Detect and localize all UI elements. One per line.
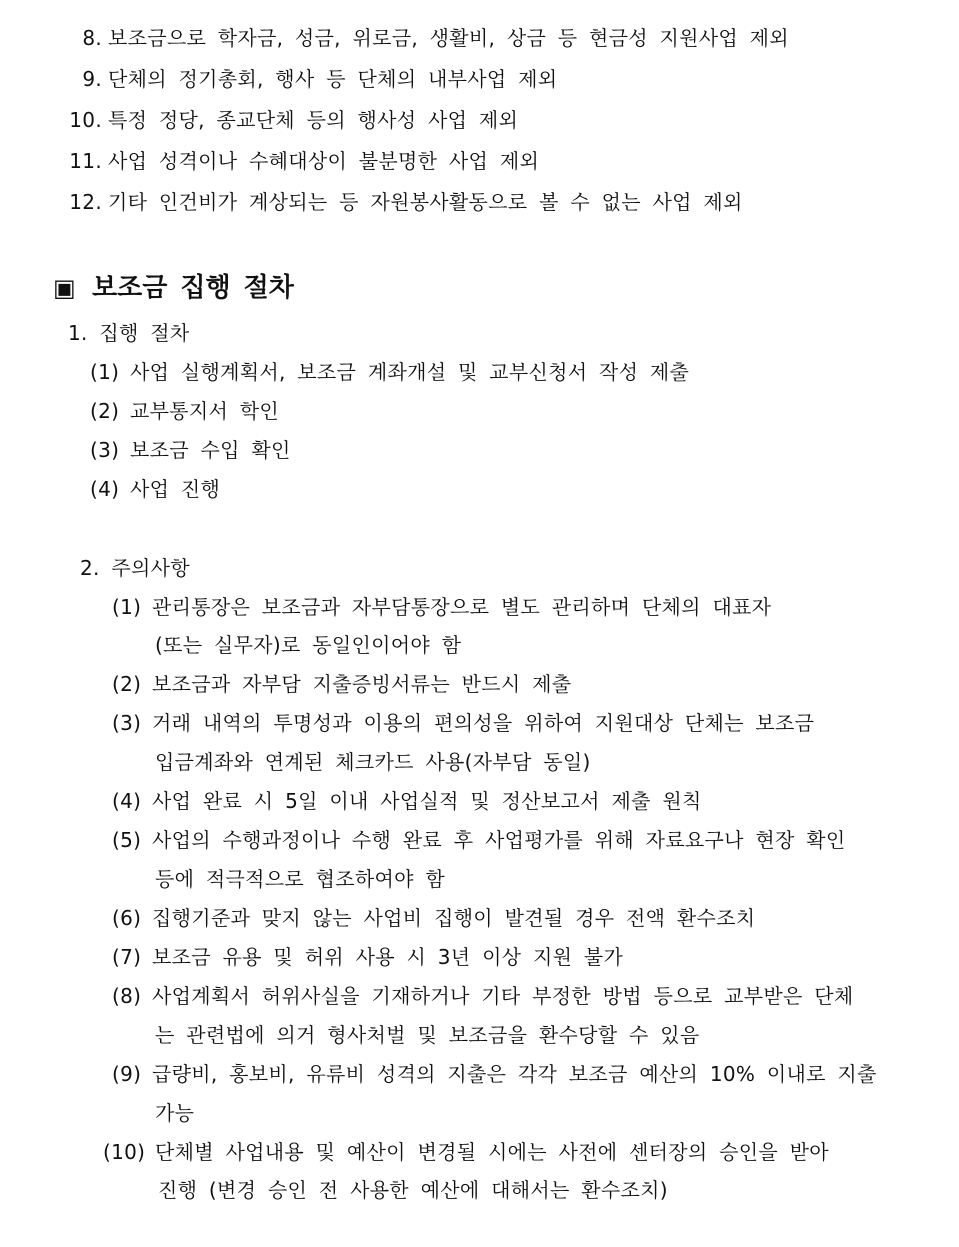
caution-continuation	[0, 631, 959, 659]
item-number: (2)	[90, 399, 120, 423]
caution-item	[0, 670, 959, 698]
caution-item	[0, 943, 959, 971]
item-text: 사업 완료 시 5일 이내 사업실적 및 정산보고서 제출 원칙	[152, 789, 702, 813]
item-number: (1)	[112, 595, 142, 619]
cautions-label	[0, 554, 959, 582]
item-text: 사업 진행	[130, 477, 221, 501]
section-marker-icon: ▣	[53, 274, 76, 302]
section-title: 보조금 집행 절차	[92, 273, 294, 303]
item-text: 특정 정당, 종교단체 등의 행사성 사업 제외	[108, 108, 519, 132]
item-number: (6)	[112, 906, 142, 930]
item-number: 9.	[82, 67, 102, 91]
caution-continuation	[0, 865, 959, 893]
item-text: 관리통장은 보조금과 자부담통장으로 별도 관리하며 단체의 대표자	[152, 595, 772, 619]
caution-item	[0, 787, 959, 815]
caution-continuation	[0, 1099, 959, 1127]
subsection-title: 1. 집행 절차	[68, 321, 190, 345]
item-number: (2)	[112, 672, 142, 696]
item-text: 거래 내역의 투명성과 이용의 편의성을 위하여 지원대상 단체는 보조금	[152, 711, 815, 735]
caution-item	[0, 1060, 959, 1088]
caution-continuation	[0, 748, 959, 776]
procedure-item	[0, 436, 959, 464]
exclusion-item	[0, 106, 959, 134]
item-text: 입금계좌와 연계된 체크카드 사용(자부담 동일)	[155, 750, 591, 774]
item-text: 보조금으로 학자금, 성금, 위로금, 생활비, 상금 등 현금성 지원사업 제외	[108, 26, 789, 50]
item-text: 사업계획서 허위사실을 기재하거나 기타 부정한 방법 등으로 교부받은 단체	[152, 984, 854, 1008]
item-text: 등에 적극적으로 협조하여야 함	[155, 867, 446, 891]
item-number: (3)	[112, 711, 142, 735]
item-number: (5)	[112, 828, 142, 852]
item-text: 단체별 사업내용 및 예산이 변경될 시에는 사전에 센터장의 승인을 받아	[155, 1140, 829, 1164]
item-number: (10)	[103, 1140, 146, 1164]
item-text: 가능	[155, 1101, 195, 1125]
subsection-title: 2. 주의사항	[80, 556, 190, 580]
caution-continuation	[0, 1021, 959, 1049]
item-text: 진행 (변경 승인 전 사용한 예산에 대해서는 환수조치)	[158, 1178, 668, 1202]
item-number: (4)	[90, 477, 120, 501]
procedure-item	[0, 358, 959, 386]
item-text: 급량비, 홍보비, 유류비 성격의 지출은 각각 보조금 예산의 10% 이내로 지출	[152, 1062, 877, 1086]
item-text: 는 관련법에 의거 형사처벌 및 보조금을 환수당할 수 있음	[155, 1023, 700, 1047]
exclusion-item	[0, 24, 959, 52]
item-number: (7)	[112, 945, 142, 969]
caution-item	[0, 904, 959, 932]
item-number: (9)	[112, 1062, 142, 1086]
caution-continuation	[0, 1176, 959, 1204]
item-number: (4)	[112, 789, 142, 813]
item-number: (1)	[90, 360, 120, 384]
caution-item	[0, 593, 959, 621]
item-text: (또는 실무자)로 동일인이어야 함	[155, 633, 462, 657]
item-text: 보조금과 자부담 지출증빙서류는 반드시 제출	[152, 672, 572, 696]
item-text: 보조금 수입 확인	[130, 438, 291, 462]
caution-item	[0, 982, 959, 1010]
item-number: (8)	[112, 984, 142, 1008]
procedure-label	[0, 319, 959, 347]
item-text: 사업 성격이나 수혜대상이 불분명한 사업 제외	[108, 149, 540, 173]
item-number: (3)	[90, 438, 120, 462]
item-number: 10.	[69, 108, 102, 132]
item-text: 집행기준과 맞지 않는 사업비 집행이 발견될 경우 전액 환수조치	[152, 906, 756, 930]
item-number: 11.	[69, 149, 102, 173]
procedure-item	[0, 397, 959, 425]
procedure-item	[0, 475, 959, 503]
item-text: 사업의 수행과정이나 수행 완료 후 사업평가를 위해 자료요구나 현장 확인	[152, 828, 846, 852]
item-text: 사업 실행계획서, 보조금 계좌개설 및 교부신청서 작성 제출	[130, 360, 690, 384]
exclusion-item	[0, 65, 959, 93]
item-text: 단체의 정기총회, 행사 등 단체의 내부사업 제외	[108, 67, 558, 91]
exclusion-item	[0, 147, 959, 175]
item-number: 12.	[69, 190, 102, 214]
item-text: 보조금 유용 및 허위 사용 시 3년 이상 지원 불가	[152, 945, 624, 969]
exclusion-item	[0, 188, 959, 216]
caution-item	[0, 826, 959, 854]
item-number: 8.	[82, 26, 102, 50]
caution-item	[0, 709, 959, 737]
item-text: 교부통지서 학인	[130, 399, 279, 423]
item-text: 기타 인건비가 계상되는 등 자원봉사활동으로 볼 수 없는 사업 제외	[108, 190, 743, 214]
caution-item	[0, 1138, 959, 1166]
